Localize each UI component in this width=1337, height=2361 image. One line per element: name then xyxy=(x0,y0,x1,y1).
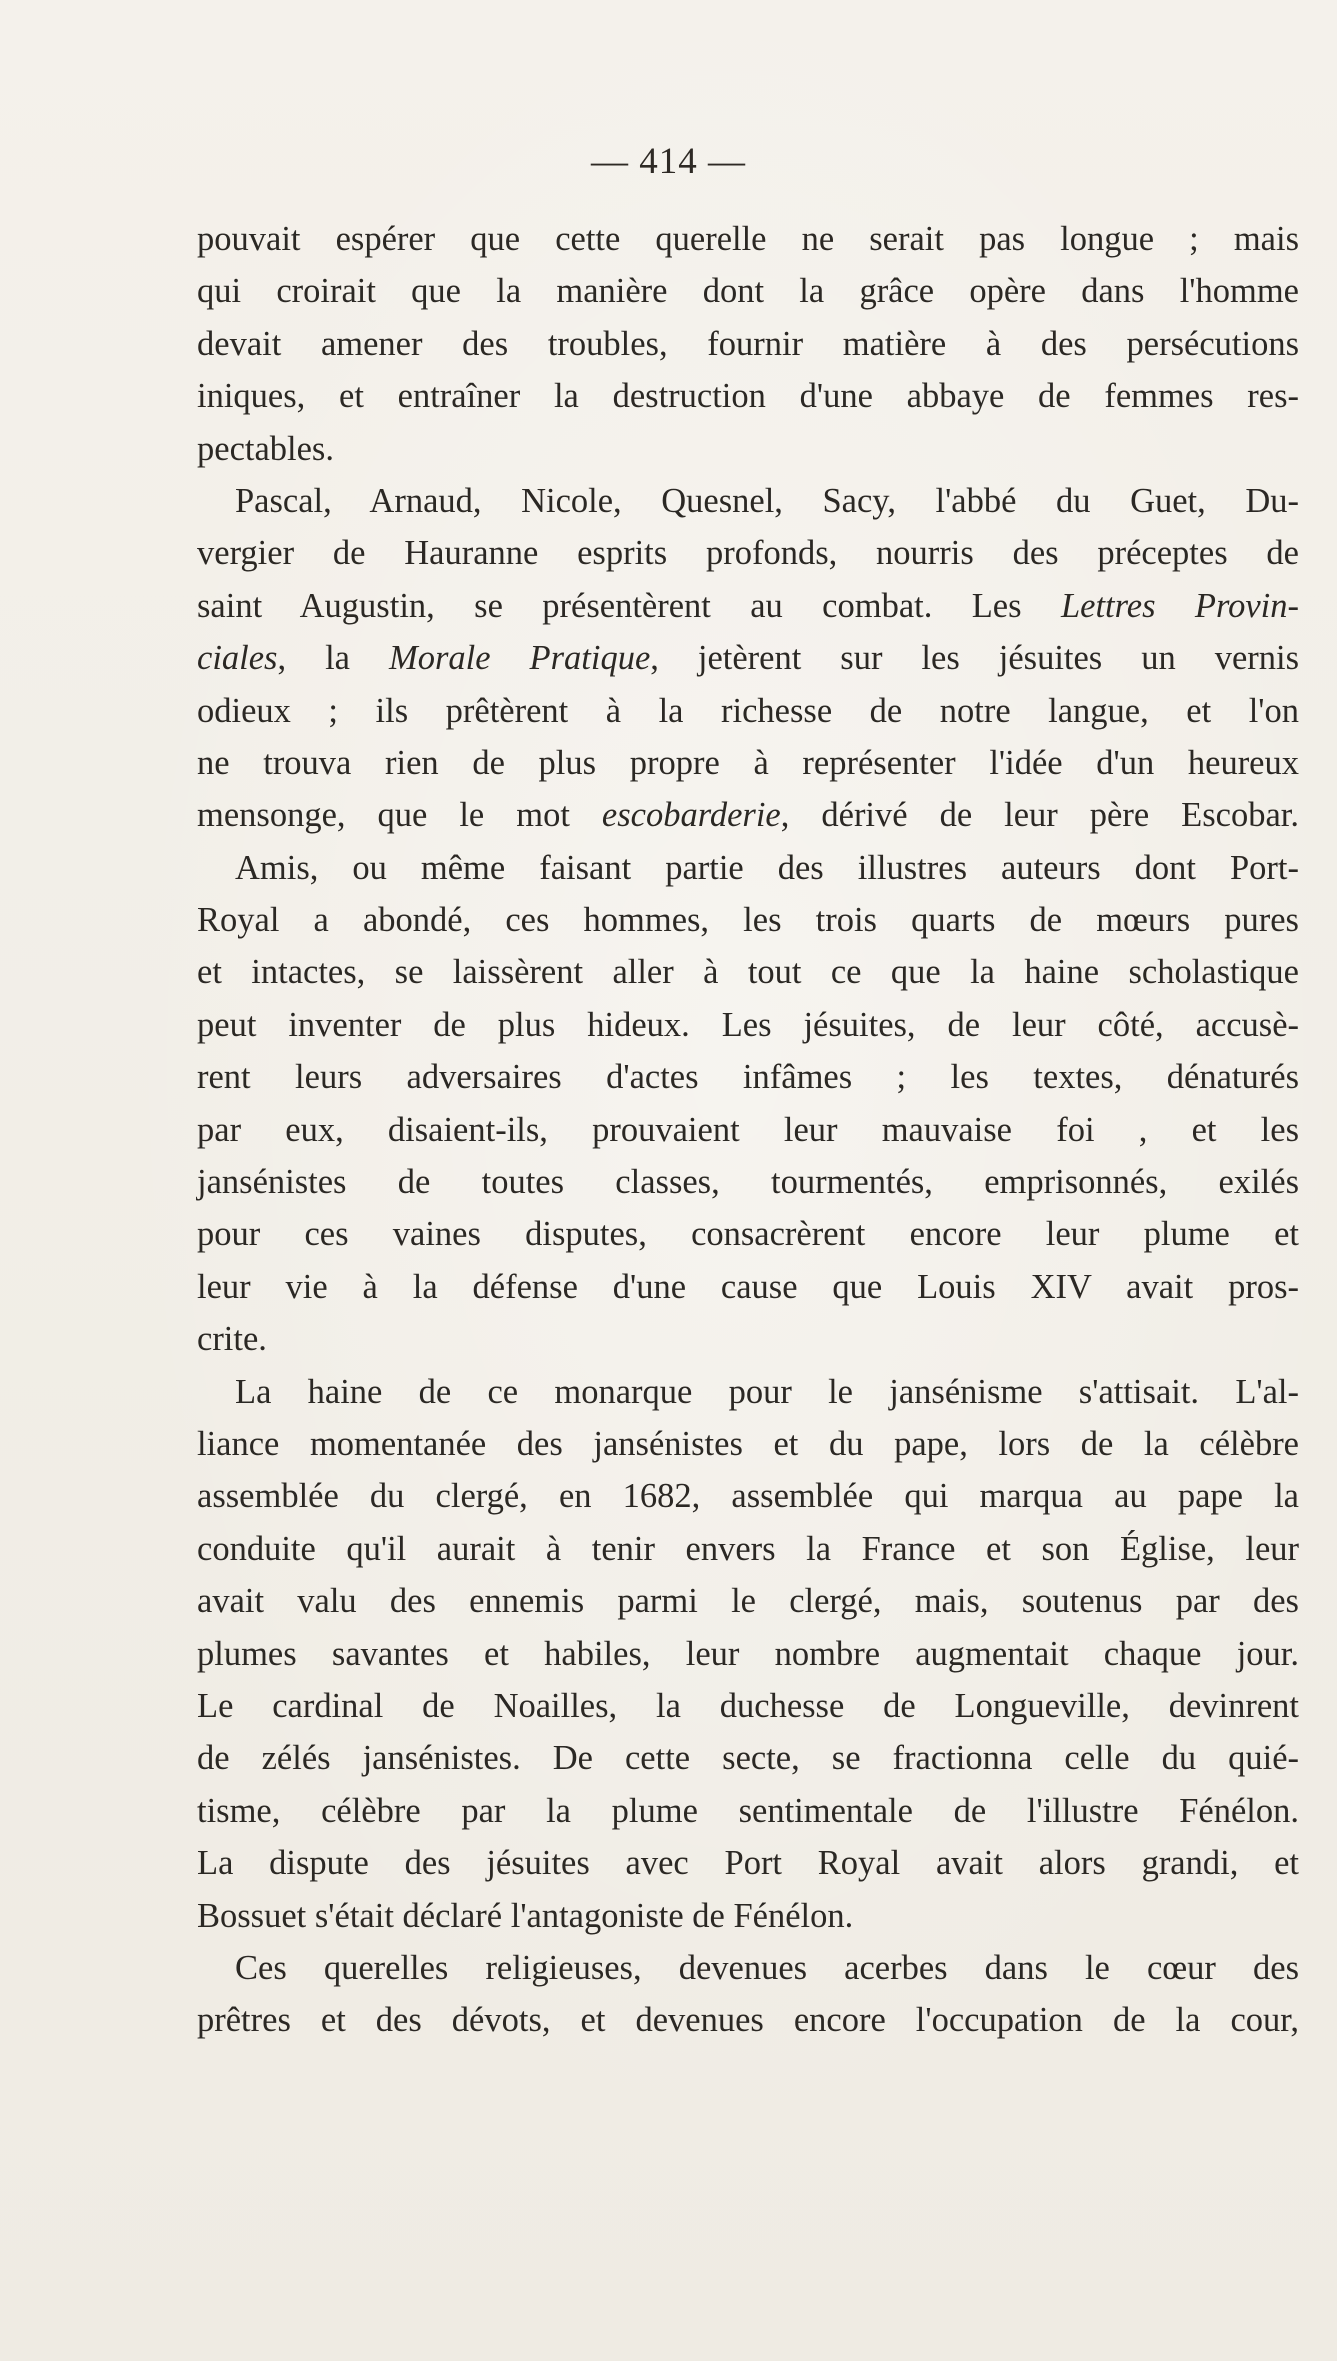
page-number: — 414 — xyxy=(591,141,746,182)
text-line: pectables. xyxy=(197,429,334,468)
text-line: crite. xyxy=(197,1320,267,1359)
text-line: de zélés jansénistes. De cette secte, se fractionna celle du quié- xyxy=(197,1739,1299,1778)
text-line: Bossuet s'était déclaré l'antagoniste de Fénélon. xyxy=(197,1896,854,1935)
text-line: saint Augustin, se présentèrent au combat. Les Lettres Provin- xyxy=(197,586,1299,625)
text-line: Le cardinal de Noailles, la duchesse de Longueville, devinrent xyxy=(197,1686,1299,1725)
text-line: vergier de Hauranne esprits profonds, nourris des préceptes de xyxy=(197,534,1299,573)
text-line: qui croirait que la manière dont la grâce opère dans l'homme xyxy=(197,272,1299,311)
text-line: devait amener des troubles, fournir matière à des persécutions xyxy=(197,324,1299,363)
text-line: La dispute des jésuites avec Port Royal avait alors grandi, et xyxy=(197,1844,1299,1883)
text-line: ne trouva rien de plus propre à représenter l'idée d'un heureux xyxy=(197,743,1299,782)
text-line: odieux ; ils prêtèrent à la richesse de notre langue, et l'on xyxy=(197,691,1299,730)
text-line: rent leurs adversaires d'actes infâmes ; les textes, dénaturés xyxy=(197,1058,1299,1097)
text-line: iniques, et entraîner la destruction d'une abbaye de femmes res- xyxy=(197,377,1299,416)
text-line: avait valu des ennemis parmi le clergé, mais, soutenus par des xyxy=(197,1582,1299,1621)
text-line: ciales, la Morale Pratique, jetèrent sur les jésuites un vernis xyxy=(197,639,1300,678)
text-line: tisme, célèbre par la plume sentimentale de l'illustre Fénélon. xyxy=(197,1791,1299,1830)
body-text xyxy=(197,213,1299,2047)
text-line: Ces querelles religieuses, devenues acerbes dans le cœur des xyxy=(235,1948,1299,1987)
text-line: Royal a abondé, ces hommes, les trois quarts de mœurs pures xyxy=(197,901,1299,940)
text-line: conduite qu'il aurait à tenir envers la France et son Église, leur xyxy=(197,1529,1299,1568)
text-line: prêtres et des dévots, et devenues encore l'occupation de la cour, xyxy=(197,2001,1299,2040)
text-line: mensonge, que le mot escobarderie, dérivé de leur père Escobar. xyxy=(197,796,1299,835)
text-line: pouvait espérer que cette querelle ne serait pas longue ; mais xyxy=(197,220,1299,258)
text-line: pour ces vaines disputes, consacrèrent encore leur plume et xyxy=(197,1215,1299,1254)
text-line: peut inventer de plus hideux. Les jésuites, de leur côté, accusè- xyxy=(197,1005,1299,1044)
text-line: La haine de ce monarque pour le jansénisme s'attisait. L'al- xyxy=(235,1372,1299,1411)
text-line: et intactes, se laissèrent aller à tout ce que la haine scholastique xyxy=(197,953,1299,992)
text-line: jansénistes de toutes classes, tourmentés, emprisonnés, exilés xyxy=(197,1163,1299,1202)
text-line: par eux, disaient-ils, prouvaient leur mauvaise foi , et les xyxy=(197,1110,1299,1149)
text-line: liance momentanée des jansénistes et du pape, lors de la célèbre xyxy=(197,1424,1299,1463)
text-line: Pascal, Arnaud, Nicole, Quesnel, Sacy, l'abbé du Guet, Du- xyxy=(235,481,1299,520)
text-line: plumes savantes et habiles, leur nombre augmentait chaque jour. xyxy=(197,1634,1299,1673)
text-line: Amis, ou même faisant partie des illustres auteurs dont Port- xyxy=(235,848,1299,887)
text-line: assemblée du clergé, en 1682, assemblée qui marqua au pape la xyxy=(197,1477,1299,1516)
text-line: leur vie à la défense d'une cause que Louis XIV avait pros- xyxy=(197,1267,1299,1306)
